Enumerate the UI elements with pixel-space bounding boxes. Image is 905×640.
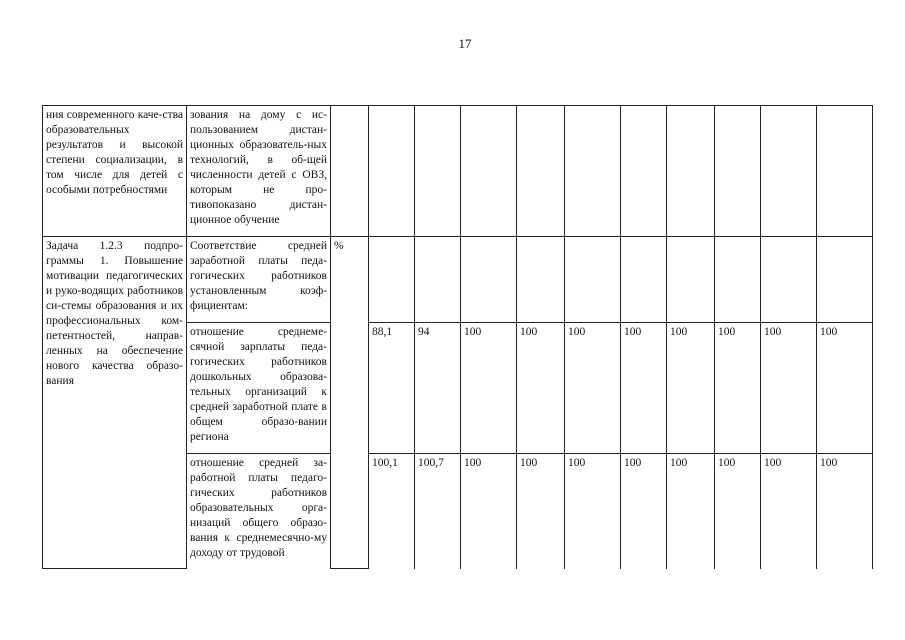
value-cell [461,237,517,323]
value-cell: 100 [715,454,761,569]
indicator-cell: отношение средней за-работной платы педаго-гических работников образовательных орга-низаций общего образо-вания к среднемесячно-му доходу от трудовой [187,454,331,569]
value-cell: 100 [667,454,715,569]
value-cell [667,106,715,237]
value-cell [369,237,415,323]
table-row [43,106,873,237]
value-cell [565,237,621,323]
value-cell: 88,1 [369,323,415,454]
value-cell [415,237,461,323]
value-cell: 100 [715,323,761,454]
value-cell [565,106,621,237]
unit-cell: % [331,237,369,569]
value-cell: 100,7 [415,454,461,569]
unit-cell [331,106,369,237]
value-cell: 100 [565,454,621,569]
value-cell [817,237,873,323]
value-cell: 100,1 [369,454,415,569]
value-cell [817,106,873,237]
value-cell: 100 [761,454,817,569]
indicator-cell: Соответствие средней заработной платы педа-гогических работников установленным коэф-фициентам: [187,237,331,323]
value-cell [517,237,565,323]
page-number: 17 [458,36,472,51]
value-cell: 94 [415,323,461,454]
value-cell [761,237,817,323]
value-cell [715,237,761,323]
goal-cell: Задача 1.2.3 подпро-граммы 1. Повышение мотивации педагогических и руко-водящих работников си-стемы образования и их профессиональных ком-петентностей, направ-ленных на обеспечение нового качества образо-вания [43,237,187,569]
value-cell [517,106,565,237]
value-cell: 100 [761,323,817,454]
value-cell: 100 [461,454,517,569]
value-cell [761,106,817,237]
value-cell: 100 [517,323,565,454]
value-cell [461,106,517,237]
indicator-cell: отношение среднеме-сячной зарплаты педа-гогических работников дошкольных образова-тельных организаций к средней заработной плате в общем образо-вании региона [187,323,331,454]
value-cell [621,106,667,237]
value-cell: 100 [517,454,565,569]
value-cell [715,106,761,237]
value-cell: 100 [461,323,517,454]
indicators-table [42,105,873,569]
value-cell [415,106,461,237]
value-cell: 100 [817,323,873,454]
value-cell: 100 [817,454,873,569]
table-row [43,237,873,323]
value-cell [667,237,715,323]
indicator-cell: зования на дому с ис-пользованием дистан-ционных образователь-ных технологий, в об-щей численности детей с ОВЗ, которым не про-тивопоказано дистан-ционное обучение [187,106,331,237]
goal-cell: ния современного каче-ства образовательных результатов и высокой степени социализации, в том числе для детей с особыми потребностями [43,106,187,237]
value-cell: 100 [667,323,715,454]
value-cell: 100 [621,454,667,569]
value-cell: 100 [565,323,621,454]
value-cell [621,237,667,323]
value-cell [369,106,415,237]
value-cell: 100 [621,323,667,454]
